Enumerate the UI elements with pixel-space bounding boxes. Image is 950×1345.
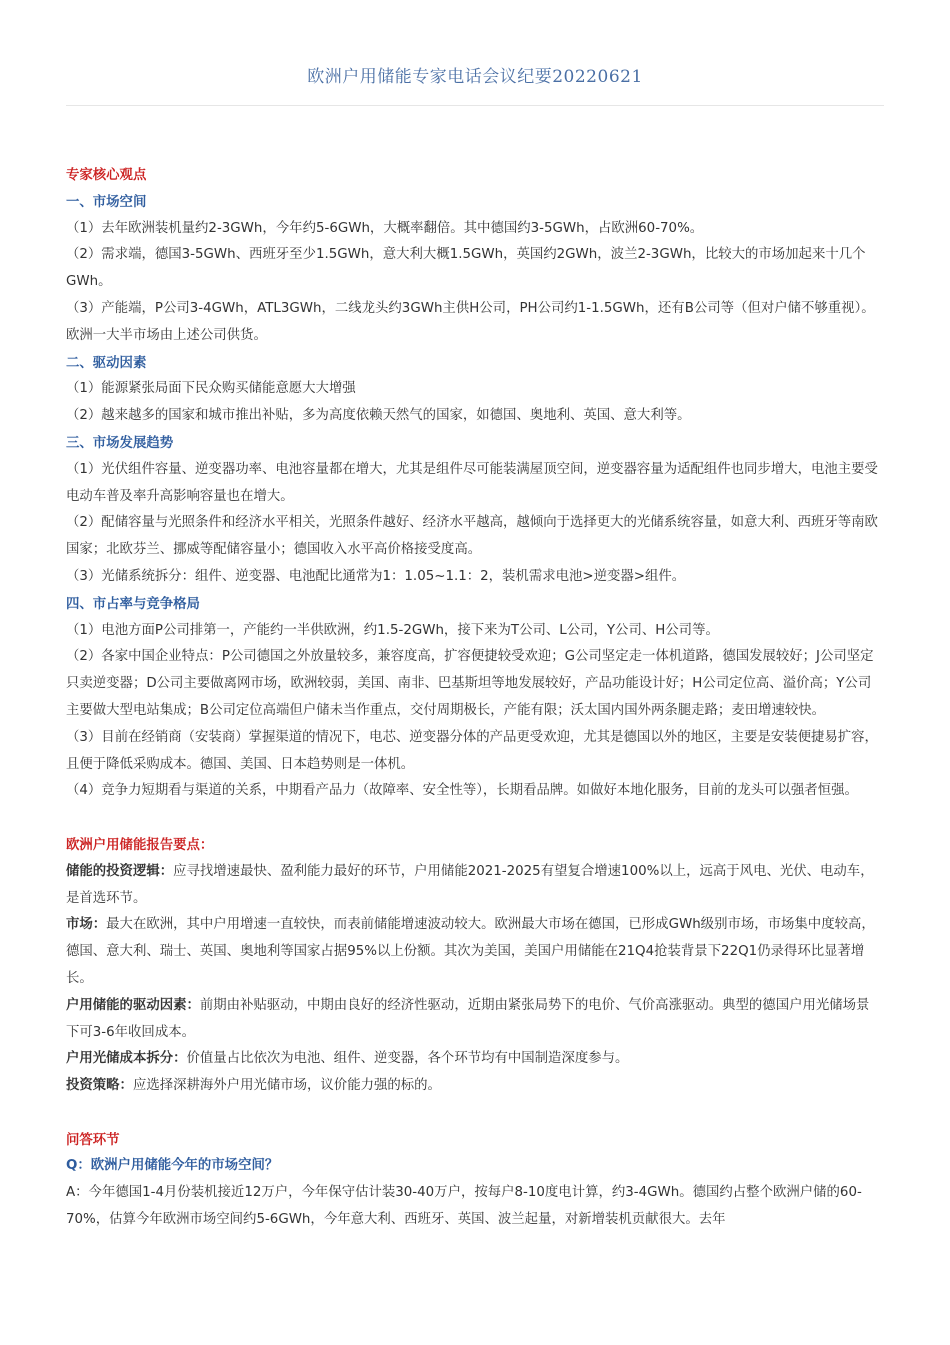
section-spacer	[66, 805, 880, 832]
section-heading-drivers: 二、驱动因素	[66, 354, 147, 371]
report-point-text: 价值量占比依次为电池、组件、逆变器，各个环节均有中国制造深度参与。	[186, 1051, 629, 1067]
report-point-drivers	[66, 993, 880, 1047]
report-point-text: 前期由补贴驱动，中期由良好的经济性驱动，近期由紧张局势下的电价、气价高涨驱动。典型的德国户用光储场景下可3-6年收回成本。	[66, 997, 870, 1040]
qa-question: Q：欧洲户用储能今年的市场空间？	[66, 1158, 279, 1174]
report-point-text: 最大在欧洲，其中户用增速一直较快，而表前储能增速波动较大。欧洲最大市场在德国，已形成GWh级别市场，市场集中度较高，德国、意大利、瑞士、英国、奥地利等国家占据95%以上份额。其次为美国，美国户用储能在21Q4抢装背景下22Q1仍录得环比显著增长。	[66, 917, 875, 986]
market-space-item-2: （2）需求端，德国3-5GWh、西班牙至少1.5GWh，意大利大概1.5GWh，英国约2GWh，波兰2-3GWh，比较大的市场加起来十几个GWh。	[66, 247, 866, 290]
report-point-text: 应选择深耕海外户用光储市场，议价能力强的标的。	[132, 1078, 441, 1094]
report-point-text: 应寻找增速最快、盈利能力最好的环节，户用储能2021-2025有望复合增速100%以上，远高于风电、光伏、电动车，是首选环节。	[66, 863, 874, 906]
report-point-label: 户用储能的驱动因素：	[66, 997, 200, 1013]
drivers-item-1: （1）能源紧张局面下民众购买储能意愿大大增强	[66, 381, 356, 397]
trends-item-3: （3）光储系统拆分：组件、逆变器、电池配比通常为1：1.05~1.1：2，装机需求电池>逆变器>组件。	[66, 568, 686, 584]
title-divider	[66, 105, 884, 106]
trends-item-1: （1）光伏组件容量、逆变器功率、电池容量都在增大，尤其是组件尽可能装满屋顶空间，逆变器容量为适配组件也同步增大，电池主要受电动车普及率升高影响容量也在增大。	[66, 461, 878, 504]
report-point-market	[66, 912, 880, 992]
section-heading-trends: 三、市场发展趋势	[66, 434, 174, 451]
competition-item-4: （4）竞争力短期看与渠道的关系，中期看产品力（故障率、安全性等），长期看品牌。如做好本地化服务，目前的龙头可以强者恒强。	[66, 783, 858, 799]
report-point-label: 户用光储成本拆分：	[66, 1051, 187, 1067]
report-point-cost-breakdown	[66, 1046, 880, 1073]
competition-item-3: （3）目前在经销商（安装商）掌握渠道的情况下，电芯、逆变器分体的产品更受欢迎，尤其是德国以外的地区，主要是安装便捷易扩容，且便于降低采购成本。德国、美国、日本趋势则是一体机。	[66, 729, 878, 772]
document-body	[66, 162, 880, 1234]
report-point-strategy	[66, 1073, 880, 1100]
competition-item-1: （1）电池方面P公司排第一，产能约一半供欧洲，约1.5-2GWh，接下来为T公司、L公司，Y公司、H公司等。	[66, 622, 719, 638]
competition-item-2: （2）各家中国企业特点：P公司德国之外放量较多，兼容度高，扩容便捷较受欢迎；G公司坚定走一体机道路，德国发展较好；J公司坚定只卖逆变器；D公司主要做离网市场，欧洲较弱，美国、南非、巴基斯坦等地发展较好，产品功能设计好；H公司定位高、溢价高；Y公司主要做大型电站集成；B公司定位高端但户储未当作重点，交付周期极长，产能有限；沃太国内国外两条腿走路；麦田增速较快。	[66, 649, 874, 718]
market-space-item-1: （1）去年欧洲装机量约2-3GWh，今年约5-6GWh，大概率翻倍。其中德国约3-5GWh，占欧洲60-70%。	[66, 220, 704, 236]
drivers-item-2: （2）越来越多的国家和城市推出补贴，多为高度依赖天然气的国家，如德国、奥地利、英国、意大利等。	[66, 408, 691, 424]
report-point-label: 储能的投资逻辑：	[66, 863, 174, 879]
section-spacer	[66, 1100, 880, 1127]
qa-heading: 问答环节	[66, 1131, 120, 1148]
trends-item-2: （2）配储容量与光照条件和经济水平相关，光照条件越好、经济水平越高，越倾向于选择更大的光储系统容量，如意大利、西班牙等南欧国家；北欧芬兰、挪威等配储容量小；德国收入水平高价格接受度高。	[66, 515, 878, 558]
market-space-item-3: （3）产能端，P公司3-4GWh，ATL3GWh，二线龙头约3GWh主供H公司，PH公司约1-1.5GWh，还有B公司等（但对户储不够重视）。欧洲一大半市场由上述公司供货。	[66, 300, 875, 343]
report-point-label: 市场：	[66, 917, 107, 933]
report-point-label: 投资策略：	[66, 1078, 133, 1094]
qa-answer: A：今年德国1-4月份装机接近12万户，今年保守估计装30-40万户，按每户8-10度电计算，约3-4GWh。德国约占整个欧洲户储的60-70%，估算今年欧洲市场空间约5-6GWh，今年意大利、西班牙、英国、波兰起量，对新增装机贡献很大。去年	[66, 1185, 862, 1228]
report-point-investment-logic	[66, 859, 880, 913]
section-heading-competition: 四、市占率与竞争格局	[66, 595, 200, 612]
section-heading-market-space: 一、市场空间	[66, 193, 147, 210]
report-points-heading: 欧洲户用储能报告要点：	[66, 836, 214, 853]
document-title: 欧洲户用储能专家电话会议纪要20220621	[307, 67, 643, 87]
core-views-heading: 专家核心观点	[66, 167, 147, 183]
